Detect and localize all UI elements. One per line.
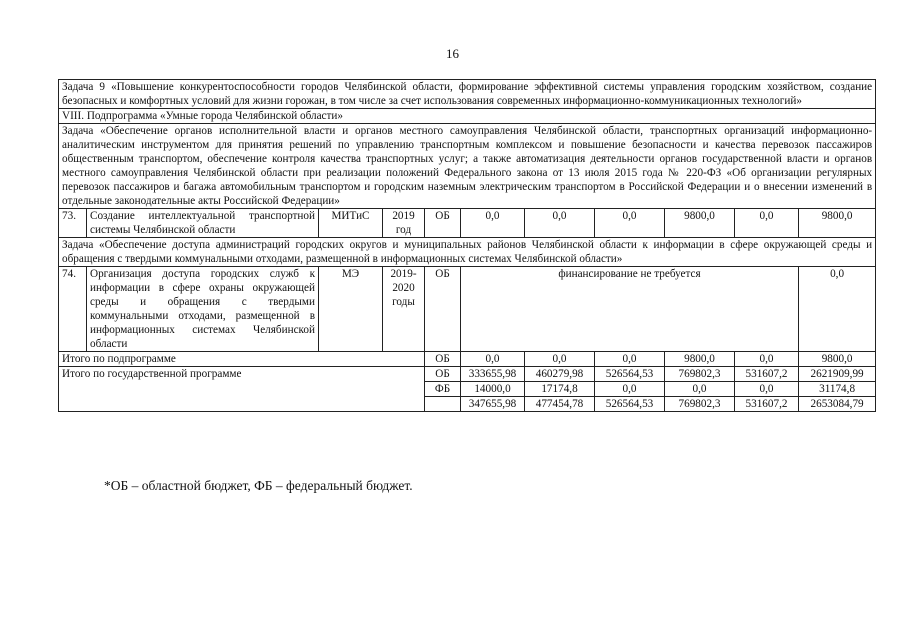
value-cell: 531607,2 — [735, 397, 799, 412]
footnote: *ОБ – областной бюджет, ФБ – федеральный бюджет. — [104, 478, 413, 493]
value-cell: 347655,98 — [461, 397, 525, 412]
value-cell: 14000,0 — [461, 382, 525, 397]
value-cell: 526564,53 — [595, 367, 665, 382]
program-table — [58, 79, 876, 412]
subprogram-row — [59, 109, 876, 124]
row-number: 74. — [59, 267, 87, 352]
value-cell: 0,0 — [461, 352, 525, 367]
value-cell: 0,0 — [595, 209, 665, 238]
value-cell: 460279,98 — [525, 367, 595, 382]
program-total-label: Итого по государственной программе — [59, 367, 425, 412]
value-cell: 0,0 — [595, 352, 665, 367]
value-cell: 0,0 — [665, 382, 735, 397]
value-cell: 2621909,99 — [799, 367, 876, 382]
value-cell: 0,0 — [735, 352, 799, 367]
value-cell: 2653084,79 — [799, 397, 876, 412]
value-cell: 531607,2 — [735, 367, 799, 382]
executor: МИТиС — [319, 209, 383, 238]
value-cell: 0,0 — [735, 209, 799, 238]
funding-note: финансирование не требуется — [461, 267, 799, 352]
value-cell: 0,0 — [735, 382, 799, 397]
budget-source: ОБ — [425, 267, 461, 352]
subprogram-total-label: Итого по подпрограмме — [59, 352, 425, 367]
value-cell: 9800,0 — [665, 209, 735, 238]
measure-name: Организация доступа городских служб к информации в сфере охраны окружающей среды и обращения с твердыми коммунальными отходами, размещенной в информационных системах Челябинской области — [87, 267, 319, 352]
value-cell: 0,0 — [461, 209, 525, 238]
measure-name: Создание интеллектуальной транспортной системы Челябинской области — [87, 209, 319, 238]
page-number: 16 — [446, 46, 459, 61]
value-cell: 17174,8 — [525, 382, 595, 397]
value-cell: 526564,53 — [595, 397, 665, 412]
table-row-74 — [59, 267, 876, 352]
value-cell: 769802,3 — [665, 397, 735, 412]
value-cell: 9800,0 — [799, 209, 876, 238]
value-cell: 0,0 — [525, 209, 595, 238]
executor: МЭ — [319, 267, 383, 352]
value-cell: 0,0 — [799, 267, 876, 352]
value-cell: 333655,98 — [461, 367, 525, 382]
task-transport-text: Задача «Обеспечение органов исполнительной власти и органов местного самоуправления Челябинской области, транспортных организаций информационно-аналитическим инструментом для принятия решений по управлению транспортным комплексом и повышение безопасности и качества перевозок пассажиров общественным транспортом, обеспечение контроля качества транспортных услуг; а также автоматизация деятельности органов государственной власти и органов местного самоуправления Челябинской области при реализации положений Федерального закона от 13 июля 2015 года № 220-ФЗ «Об организации регулярных перевозок пассажиров и багажа автомобильным транспортом и городским наземным электрическим транспортом в Российской Федерации и о внесении изменений в отдельные законодательные акты Российской Федерации» — [59, 124, 876, 209]
period: 2019-2020 годы — [383, 267, 425, 352]
value-cell: 9800,0 — [665, 352, 735, 367]
budget-source: ФБ — [425, 382, 461, 397]
value-cell: 0,0 — [595, 382, 665, 397]
value-cell: 769802,3 — [665, 367, 735, 382]
subprogram-total-row — [59, 352, 876, 367]
row-number: 73. — [59, 209, 87, 238]
task-transport-row — [59, 124, 876, 209]
program-total-row — [59, 367, 876, 382]
budget-source — [425, 397, 461, 412]
value-cell: 477454,78 — [525, 397, 595, 412]
budget-source: ОБ — [425, 352, 461, 367]
task-access-row — [59, 238, 876, 267]
budget-source: ОБ — [425, 367, 461, 382]
value-cell: 9800,0 — [799, 352, 876, 367]
table-row-73 — [59, 209, 876, 238]
task9-text: Задача 9 «Повышение конкурентоспособности городов Челябинской области, формирование эффективной системы управления городским хозяйством, создание безопасных и комфортных условий для жизни горожан, в том числе за счет использования современных информационно-коммуникационных технологий» — [59, 80, 876, 109]
value-cell: 0,0 — [525, 352, 595, 367]
value-cell: 31174,8 — [799, 382, 876, 397]
budget-source: ОБ — [425, 209, 461, 238]
task-access-text: Задача «Обеспечение доступа администраций городских округов и муниципальных районов Челябинской области к информации в сфере окружающей среды и обращения с твердыми коммунальными отходами, размещенной в информационных системах Челябинской области» — [59, 238, 876, 267]
subprogram-title: VIII. Подпрограмма «Умные города Челябинской области» — [59, 109, 876, 124]
task9-row — [59, 80, 876, 109]
period: 2019 год — [383, 209, 425, 238]
